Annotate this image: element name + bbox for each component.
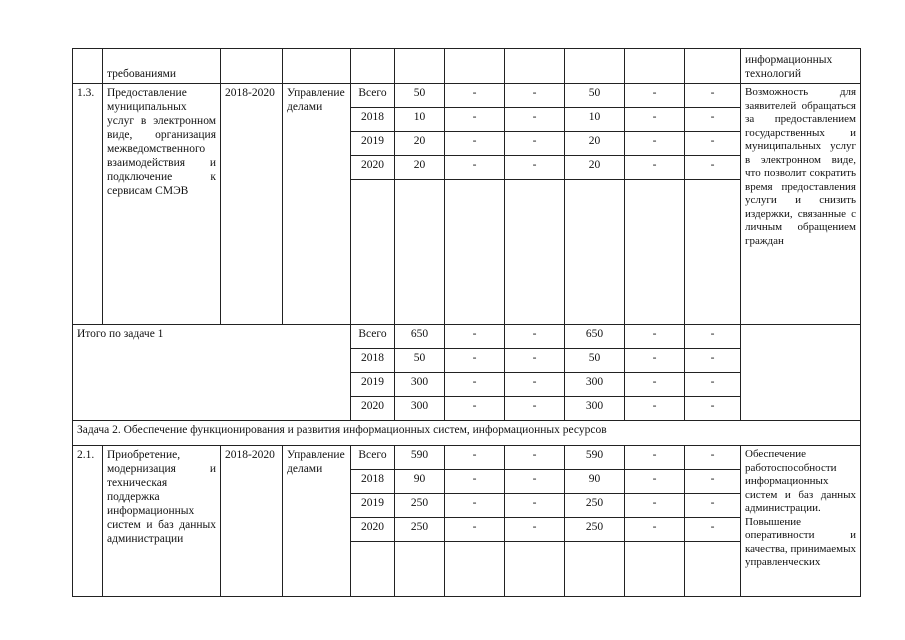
value-cell: 50 <box>565 84 625 108</box>
value-cell: - <box>505 156 565 180</box>
total-cell: 300 <box>395 373 445 397</box>
value-cell: - <box>505 518 565 542</box>
value-cell: 50 <box>565 349 625 373</box>
value-cell: - <box>625 470 685 494</box>
year-cell: 2020 <box>351 397 395 421</box>
value-cell: - <box>625 518 685 542</box>
value-cell: - <box>505 373 565 397</box>
total-cell: 250 <box>395 518 445 542</box>
value-cell: - <box>505 397 565 421</box>
value-cell: - <box>685 494 741 518</box>
value-cell: - <box>445 470 505 494</box>
value-cell: - <box>625 132 685 156</box>
value-cell: - <box>685 446 741 470</box>
value-cell: - <box>505 446 565 470</box>
total-cell: 20 <box>395 156 445 180</box>
value-cell: - <box>625 325 685 349</box>
value-cell: - <box>625 108 685 132</box>
expected-result: Обеспечение работоспособности информационных систем и баз данных администрации. Повышение оперативности и качества, принимаемых управленческих <box>741 446 861 597</box>
value-cell: - <box>505 108 565 132</box>
value-cell: - <box>685 349 741 373</box>
value-cell: - <box>505 84 565 108</box>
total-cell: 50 <box>395 349 445 373</box>
value-cell: 90 <box>565 470 625 494</box>
value-cell: 250 <box>565 518 625 542</box>
measure-executor: Управление делами <box>283 446 351 597</box>
total-cell: 10 <box>395 108 445 132</box>
value-cell: - <box>445 108 505 132</box>
value-cell: - <box>445 446 505 470</box>
year-cell: 2019 <box>351 494 395 518</box>
value-cell: 20 <box>565 132 625 156</box>
value-cell: - <box>625 156 685 180</box>
value-cell: 590 <box>565 446 625 470</box>
measure-number: 1.3. <box>73 84 103 325</box>
table-row <box>73 84 861 108</box>
value-cell: - <box>625 494 685 518</box>
year-cell: Всего <box>351 325 395 349</box>
value-cell: 650 <box>565 325 625 349</box>
total-cell: 50 <box>395 84 445 108</box>
value-cell: - <box>685 84 741 108</box>
total-cell: 590 <box>395 446 445 470</box>
value-cell: 250 <box>565 494 625 518</box>
value-cell: - <box>445 397 505 421</box>
total-cell: 90 <box>395 470 445 494</box>
value-cell: - <box>685 325 741 349</box>
value-cell: 20 <box>565 156 625 180</box>
value-cell: - <box>505 494 565 518</box>
value-cell: - <box>625 446 685 470</box>
value-cell: 10 <box>565 108 625 132</box>
value-cell: - <box>445 373 505 397</box>
value-cell: - <box>685 108 741 132</box>
measure-period: 2018-2020 <box>221 84 283 325</box>
measure-period: 2018-2020 <box>221 446 283 597</box>
task-heading: Задача 2. Обеспечение функционирования и развития информационных систем, информационных ресурсов <box>73 421 861 446</box>
year-cell: 2018 <box>351 349 395 373</box>
measure-number: 2.1. <box>73 446 103 597</box>
year-cell: Всего <box>351 84 395 108</box>
expected-result: Возможность для заявителей обращаться за предоставлением государственных и муниципальных услуг в электронном виде, что позволит сократить время предоставления услуги и снизить издержки, связанные с личным обращением граждан <box>741 84 861 325</box>
value-cell: - <box>445 325 505 349</box>
year-cell: 2018 <box>351 470 395 494</box>
value-cell: - <box>445 518 505 542</box>
value-cell: - <box>625 84 685 108</box>
value-cell: - <box>685 132 741 156</box>
year-cell: 2019 <box>351 132 395 156</box>
value-cell: - <box>625 349 685 373</box>
measure-executor: Управление делами <box>283 84 351 325</box>
document-page <box>72 48 861 597</box>
table-row <box>73 421 861 446</box>
subtotal-label: Итого по задаче 1 <box>73 325 351 421</box>
value-cell: - <box>685 156 741 180</box>
value-cell: - <box>505 349 565 373</box>
value-cell: - <box>445 132 505 156</box>
year-cell: 2018 <box>351 108 395 132</box>
expected-result: информационных технологий <box>741 49 861 84</box>
table-row <box>73 49 861 84</box>
program-measures-table <box>72 48 861 597</box>
table-row <box>73 446 861 470</box>
measure-name: требованиями <box>103 49 221 84</box>
value-cell: - <box>505 325 565 349</box>
year-cell: 2020 <box>351 518 395 542</box>
value-cell: - <box>625 373 685 397</box>
total-cell: 300 <box>395 397 445 421</box>
year-cell: 2019 <box>351 373 395 397</box>
measure-name: Приобретение, модернизация и техническая поддержка информационных систем и баз данных администрации <box>103 446 221 597</box>
value-cell: - <box>685 518 741 542</box>
value-cell: - <box>685 397 741 421</box>
value-cell: - <box>505 132 565 156</box>
value-cell: - <box>685 470 741 494</box>
value-cell: - <box>445 494 505 518</box>
measure-name: Предоставление муниципальных услуг в электронном виде, организация межведомственного взаимодействия и подключение к сервисам СМЭВ <box>103 84 221 325</box>
value-cell: 300 <box>565 397 625 421</box>
value-cell: - <box>445 349 505 373</box>
value-cell: - <box>685 373 741 397</box>
total-cell: 650 <box>395 325 445 349</box>
year-cell: Всего <box>351 446 395 470</box>
year-cell: 2020 <box>351 156 395 180</box>
value-cell: - <box>445 84 505 108</box>
value-cell: - <box>445 156 505 180</box>
total-cell: 20 <box>395 132 445 156</box>
value-cell: 300 <box>565 373 625 397</box>
total-cell: 250 <box>395 494 445 518</box>
value-cell: - <box>625 397 685 421</box>
value-cell: - <box>505 470 565 494</box>
table-row <box>73 325 861 349</box>
